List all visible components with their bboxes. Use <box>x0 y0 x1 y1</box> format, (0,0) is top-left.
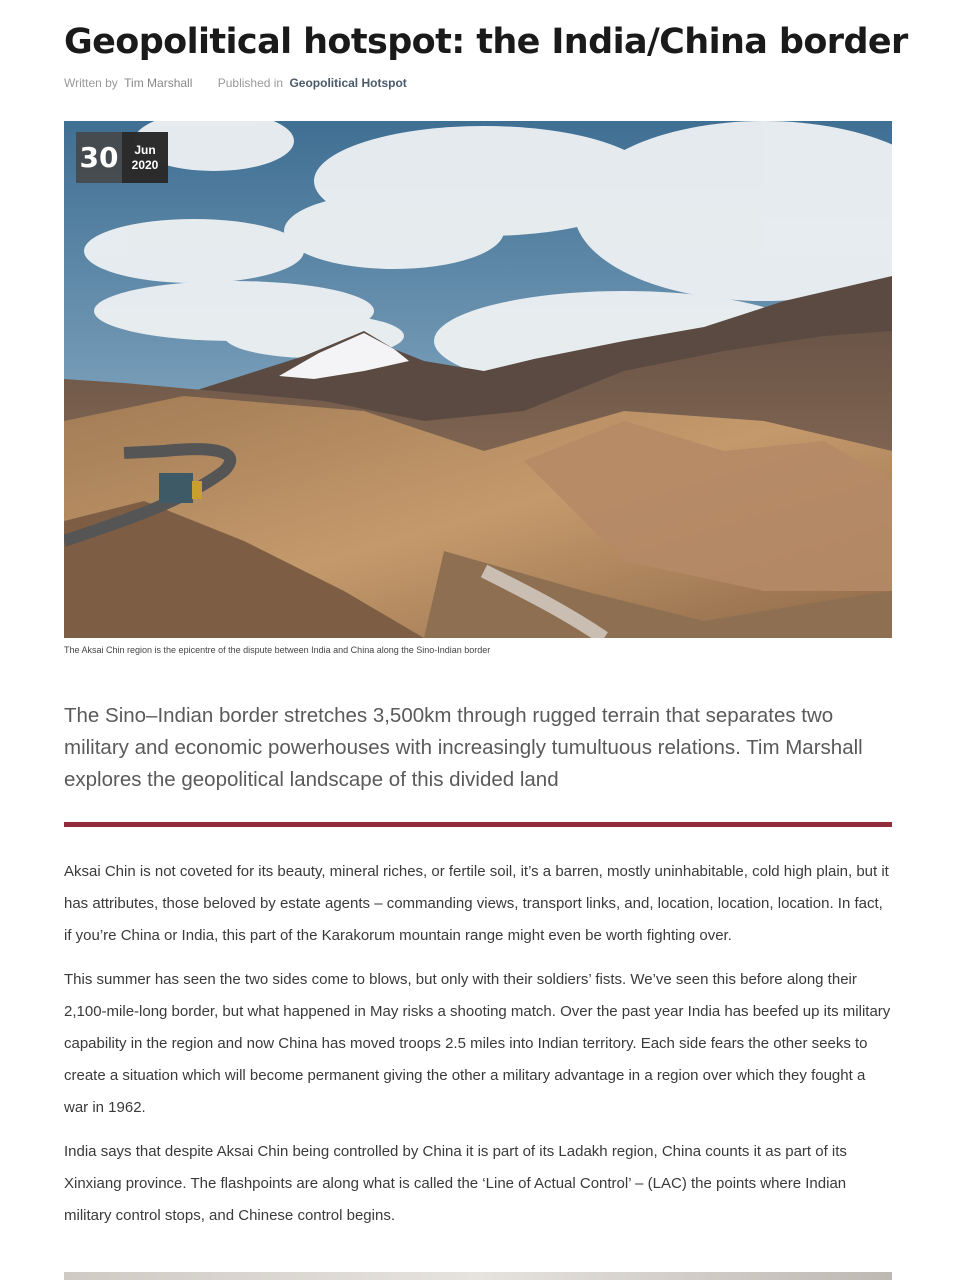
category-link[interactable]: Geopolitical Hotspot <box>289 76 407 90</box>
page-title: Geopolitical hotspot: the India/China border <box>64 22 908 62</box>
body-paragraph: India says that despite Aksai Chin being controlled by China it is part of its Ladakh region, China counts it as part of its Xinxiang province. The flashpoints are along what is called the ‘Line of Actual Control’ – (LAC) the points where Indian military control stops, and Chinese control begins. <box>64 1143 847 1224</box>
date-badge <box>76 132 168 183</box>
date-day: 30 <box>79 141 119 174</box>
next-image-edge <box>64 1272 892 1280</box>
standfirst: The Sino–Indian border stretches 3,500km through rugged terrain that separates two military and economic powerhouses with increasingly tumultuous relations. Tim Marshall explores the geopolitical landscape of this divided land <box>64 704 863 791</box>
hero-image <box>64 121 892 638</box>
article-meta <box>64 76 407 90</box>
date-month: Jun <box>134 142 156 157</box>
author-name: Tim Marshall <box>124 76 193 90</box>
written-by-label: Written by <box>64 76 118 90</box>
article-body <box>64 856 892 1244</box>
image-caption: The Aksai Chin region is the epicentre of the dispute between India and China along the Sino-Indian border <box>64 645 491 655</box>
body-paragraph: Aksai Chin is not coveted for its beauty, mineral riches, or fertile soil, it’s a barren, mostly uninhabitable, cold high plain, but it has attributes, those beloved by estate agents – commanding views, transport links, and, location, location, location. In fact, if you’re China or India, this part of the Karakorum mountain range might even be worth fighting over. <box>64 863 889 944</box>
date-month-year <box>122 132 168 183</box>
mountain-landscape-image <box>64 121 892 638</box>
date-year: 2020 <box>131 157 159 172</box>
section-divider <box>64 822 892 827</box>
published-in-label: Published in <box>217 76 284 90</box>
body-paragraph: This summer has seen the two sides come to blows, but only with their soldiers’ fists. We’ve seen this before along their 2,100-mile-long border, but what happened in May risks a shooting match. Over the past year India has beefed up its military capability in the region and now China has moved troops 2.5 miles into Indian territory. Each side fears the other seeks to create a situation which will become permanent giving the other a military advantage in a region over which they fought a war in 1962. <box>64 971 891 1116</box>
